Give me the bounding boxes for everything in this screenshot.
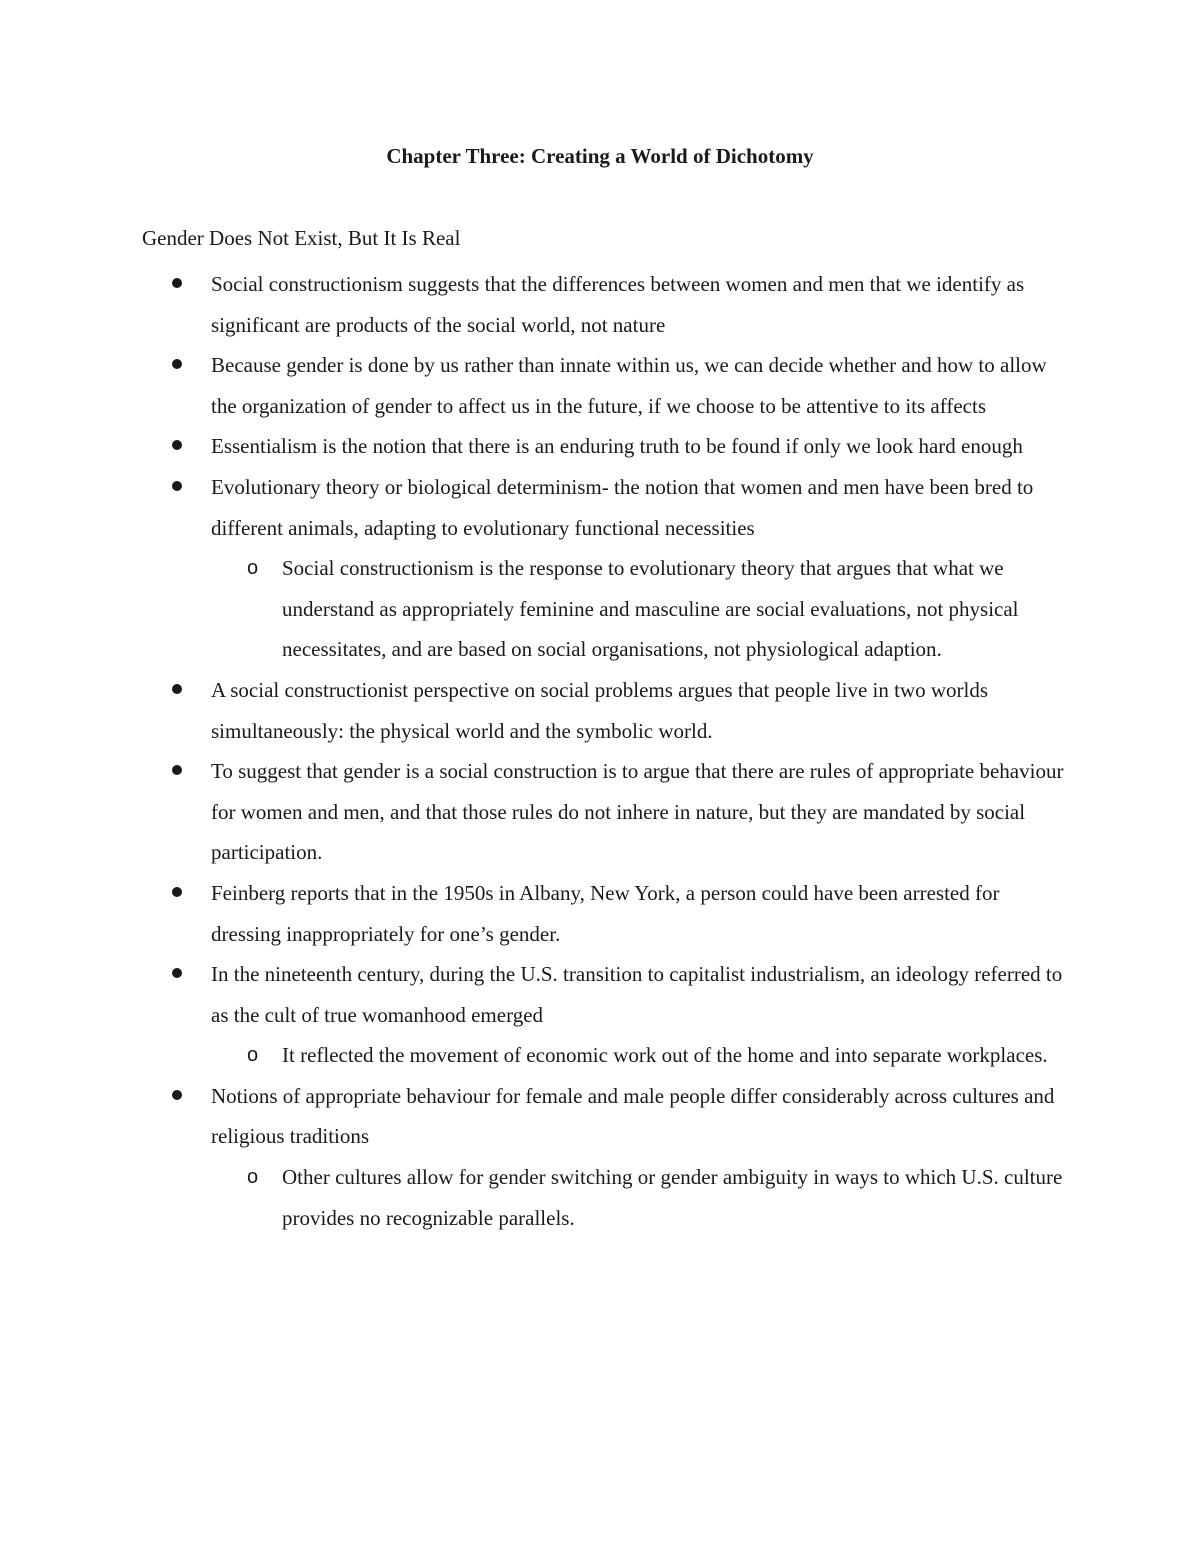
list-item	[0, 954, 1071, 1035]
list-item-text: Essentialism is the notion that there is an enduring truth to be found if only we look hard enough	[211, 434, 1023, 459]
list-item-text: Social constructionism is the response to evolutionary theory that argues that what we understand as appropriately feminine and masculine are social evaluations, not physical necessitates, and are based on social organisations, not physiological adaption.	[282, 556, 1019, 662]
list-item	[0, 264, 1071, 345]
page-title: Chapter Three: Creating a World of Dichotomy	[386, 144, 814, 168]
list-item-text: Social constructionism suggests that the differences between women and men that we identify as significant are products of the social world, not nature	[211, 272, 1025, 337]
list-item-text: It reflected the movement of economic work out of the home and into separate workplaces.	[282, 1043, 1048, 1068]
hollow-bullet-icon: o	[247, 1044, 259, 1067]
sub-list-item	[0, 548, 1072, 670]
list-item-text: Because gender is done by us rather than innate within us, we can decide whether and how to allow the organization of gender to affect us in the future, if we choose to be attentive to its affects	[211, 353, 1047, 418]
section-heading: Gender Does Not Exist, But It Is Real	[142, 226, 461, 250]
list-item	[0, 873, 1071, 954]
bullet-list	[0, 264, 1200, 1238]
list-item-text: In the nineteenth century, during the U.S. transition to capitalist industrialism, an ideology referred to as the cult of true womanhood emerged	[211, 962, 1063, 1027]
list-item-text: A social constructionist perspective on social problems argues that people live in two worlds simultaneously: the physical world and the symbolic world.	[211, 677, 989, 743]
list-item	[0, 670, 1071, 751]
sub-list-item	[0, 1157, 1072, 1238]
hollow-bullet-icon: o	[247, 1166, 259, 1189]
list-item	[0, 751, 1071, 873]
list-item-text: Feinberg reports that in the 1950s in Albany, New York, a person could have been arrested for dressing inappropriately for one’s gender.	[211, 880, 1000, 946]
list-item-text: To suggest that gender is a social construction is to argue that there are rules of appropriate behaviour for women and men, and that those rules do not inhere in nature, but they are mandated by social participation.	[211, 759, 1064, 865]
hollow-bullet-icon: o	[247, 557, 259, 580]
list-item-text: Other cultures allow for gender switching or gender ambiguity in ways to which U.S. culture provides no recognizable parallels.	[282, 1165, 1063, 1230]
list-item-text: Notions of appropriate behaviour for female and male people differ considerably across cultures and religious traditions	[211, 1083, 1055, 1149]
list-item	[0, 1076, 1071, 1157]
list-item	[0, 345, 1071, 426]
list-item-text: Evolutionary theory or biological determinism- the notion that women and men have been bred to different animals, adapting to evolutionary functional necessities	[211, 474, 1034, 540]
sub-list-item	[0, 1035, 1072, 1076]
list-item	[0, 467, 1071, 548]
list-item	[0, 426, 1071, 467]
